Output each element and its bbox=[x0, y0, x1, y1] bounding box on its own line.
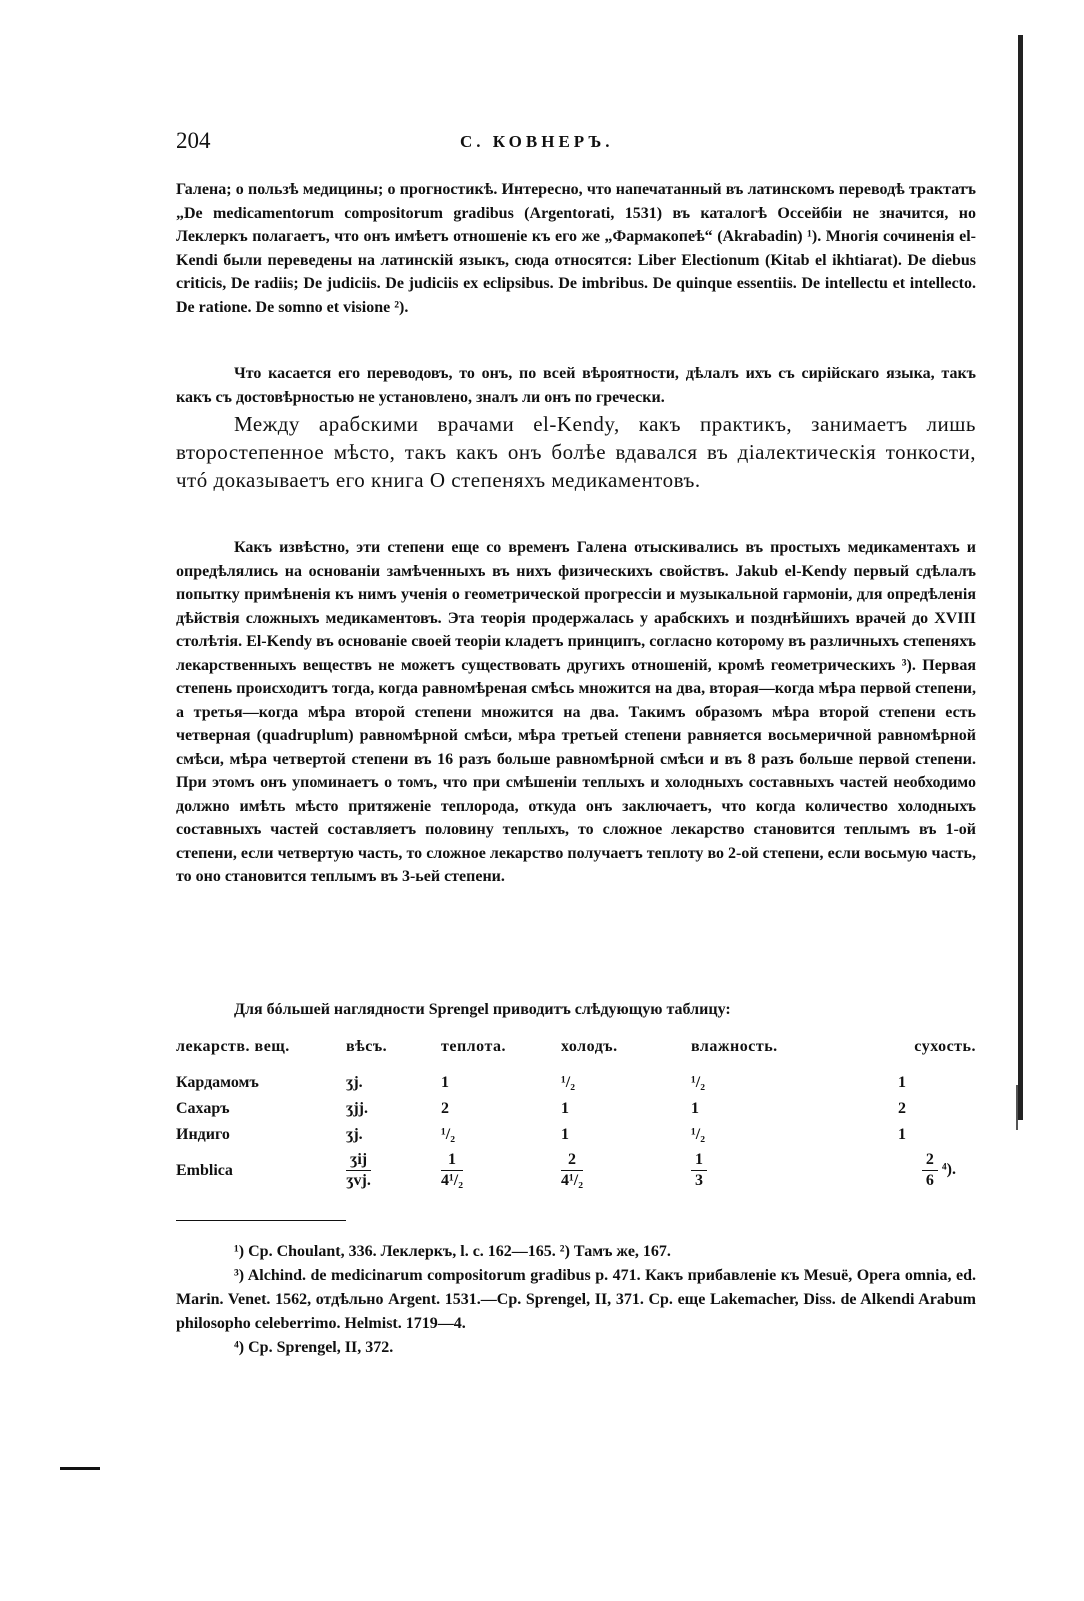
table-row bbox=[176, 1122, 976, 1148]
weight-bottom: ʒvj. bbox=[346, 1172, 371, 1189]
paragraph-4 bbox=[176, 536, 976, 889]
fraction-numerator: 2 bbox=[922, 1150, 938, 1171]
table-cell: Кардамомъ bbox=[176, 1074, 259, 1091]
table-row bbox=[176, 1070, 976, 1096]
table-cell: ¹/₂ bbox=[561, 1074, 576, 1091]
margin-mark bbox=[60, 1467, 100, 1470]
paragraph-4-text: Какъ извѣстно, эти степени еще со временъ Галена отыскивались въ простыхъ медикаментахъ и опредѣлялись на основаніи замѣченныхъ въ нихъ физическихъ свойствъ. Jakub el-Kendy первый сдѣлалъ попытку примѣненія къ нимъ ученія о геометрической прогрессіи и музыкальной гармоніи, для опредѣленія дѣйствія сложныхъ медикаментовъ. Эта теорія продержалась у арабскихъ и позднѣйшихъ врачей до XVIII столѣтія. El-Kendy въ основаніе своей теоріи кладетъ принципъ, согласно которому въ различныхъ степеняхъ лекарственныхъ веществъ не можетъ существовать другихъ отношеній, кромѣ геометрическихъ ³). Первая степень происходитъ тогда, когда равномѣреная смѣсь множится на два, вторая—когда мѣра первой степени, а третья—когда мѣра второй степени множится на два. Такимъ образомъ мѣра второй степени есть четверная (quadruplum) равномѣрной смѣси, мѣра третьей степени равняется восьмеричной равномѣрной смѣси, мѣра четвертой степени въ 16 разъ больше равномѣрной смѣси и въ 8 разъ больше первой степени. При этомъ онъ упоминаетъ о томъ, что при смѣшеніи теплыхъ и холодныхъ составныхъ частей необходимо должно имѣть мѣсто притяженіе теплорода, откуда онъ заключаетъ, что когда количество холодныхъ составныхъ частей составляетъ половину теплыхъ, то сложное лекарство становится теплымъ въ 1-ой степени, если четвертую часть, то сложное лекарство получаетъ теплоту во 2-ой степени, если восьмую часть, то оно становится теплымъ въ 3-ьей степени. bbox=[176, 539, 976, 885]
table-cell: 1 bbox=[691, 1100, 699, 1117]
table-cell: 1 bbox=[898, 1074, 906, 1091]
table-cell: 1 bbox=[441, 1074, 449, 1091]
fraction-denominator: 3 bbox=[695, 1172, 703, 1189]
page-edge-line-lower bbox=[1016, 1085, 1018, 1130]
page-header bbox=[176, 128, 976, 158]
paragraph-3-text: Между арабскими врачами el-Kendy, какъ практикъ, занимаетъ лишь второстепенное мѣсто, такъ какъ онъ болѣе вдавался въ діалектическія тонкости, чтó доказываетъ его книга О степеняхъ медикаментовъ. bbox=[176, 412, 976, 492]
paragraph-1-text: Галена; о пользѣ медицины; о прогностикѣ. Интересно, что напечатанный въ латинскомъ переводѣ трактатъ „De medicamentorum compositorum gradibus (Argentorati, 1531) въ каталогѣ Оссейбіи не значится, но Леклеркъ полагаетъ, что онъ имѣетъ отношеніе къ его же „Фармакопеѣ“ (Akrabadin) ¹). Многія сочиненія el-Kendi были переведены на латинскій языкъ, сюда относятся: Liber Electionum (Kitab el ikhtiarat). De diebus criticis, De radiis; De judiciis. De judiciis ex eclipsibus. De imbribus. De quinque essentiis. De intellectu et intellecto. De ratione. De somno et visione ²). bbox=[176, 181, 976, 316]
fraction-numerator: 1 bbox=[441, 1150, 463, 1171]
table-cell: ¹/₂ bbox=[441, 1126, 456, 1143]
fraction bbox=[922, 1150, 938, 1191]
degrees-table bbox=[176, 1038, 976, 1193]
footnote-rule bbox=[176, 1220, 346, 1221]
paragraph-2 bbox=[176, 362, 976, 409]
fraction-denominator: 6 bbox=[925, 1172, 934, 1189]
weight-top: ʒij bbox=[346, 1150, 371, 1171]
fraction-denominator: 4¹/₂ bbox=[561, 1172, 584, 1189]
table-cell: ¹/₂ bbox=[691, 1126, 706, 1143]
table-cell: Индиго bbox=[176, 1126, 230, 1143]
table-row bbox=[176, 1096, 976, 1122]
table-cell: 2 bbox=[898, 1100, 906, 1117]
weight-stack bbox=[346, 1150, 371, 1191]
paragraph-5-text: Для бóльшей наглядности Sprengel приводитъ слѣдующую таблицу: bbox=[234, 1001, 731, 1018]
table-cell: Emblica bbox=[176, 1161, 233, 1179]
page-edge-line bbox=[1018, 35, 1023, 1120]
table-cell: 1 bbox=[898, 1126, 906, 1143]
table-cell-heat bbox=[441, 1148, 561, 1193]
table-header-cell: теплота. bbox=[441, 1038, 506, 1055]
table-cell: ʒj. bbox=[346, 1074, 363, 1091]
fraction bbox=[561, 1150, 583, 1191]
footnote-1: ¹) Ср. Choulant, 336. Леклеркъ, l. c. 162—165. ²) Тамъ же, 167. bbox=[234, 1243, 671, 1260]
table-cell: ʒj. bbox=[346, 1126, 363, 1143]
paragraph-3 bbox=[176, 410, 976, 494]
table-cell-weight bbox=[346, 1148, 441, 1193]
table-cell: 1 bbox=[561, 1100, 569, 1117]
fraction-denominator: 4¹/₂ bbox=[441, 1172, 464, 1189]
table-header-cell: влажность. bbox=[691, 1038, 778, 1055]
table-cell-dry bbox=[841, 1148, 976, 1193]
footnote-3: ³) Alchind. de medicinarum compositorum gradibus p. 471. Какъ прибавленіе къ Mesuë, Opera omnia, ed. Marin. Venet. 1562, отдѣльно Argent. 1531.—Ср. Sprengel, II, 371. Ср. еще Lakemacher, Diss. de Alkendi Arabum philosopho celeberrimo. Helmist. 1719—4. bbox=[176, 1267, 976, 1332]
table-cell: ¹/₂ bbox=[691, 1074, 706, 1091]
table-row-emblica bbox=[176, 1148, 976, 1193]
footnotes bbox=[176, 1240, 976, 1360]
fraction bbox=[691, 1150, 707, 1191]
table-header-row bbox=[176, 1038, 976, 1070]
table-cell: 1 bbox=[561, 1126, 569, 1143]
table-header-cell: холодъ. bbox=[561, 1038, 618, 1055]
footnote-4: ⁴) Ср. Sprengel, II, 372. bbox=[234, 1339, 394, 1356]
table-cell: ʒjj. bbox=[346, 1100, 368, 1117]
running-head: С. КОВНЕРЪ. bbox=[460, 132, 614, 151]
table-cell-cold bbox=[561, 1148, 691, 1193]
table-header-cell: лекарств. вещ. bbox=[176, 1038, 290, 1055]
table-header-cell: сухость. bbox=[914, 1038, 976, 1055]
paragraph-2-text: Что касается его переводовъ, то онъ, по всей вѣроятности, дѣлалъ ихъ съ сирійскаго языка, такъ какъ съ достовѣрностью не установлено, зналъ ли онъ по гречески. bbox=[176, 365, 976, 406]
fraction-numerator: 2 bbox=[561, 1150, 583, 1171]
footnote-ref: ⁴). bbox=[941, 1161, 956, 1179]
fraction bbox=[441, 1150, 463, 1191]
fraction-numerator: 1 bbox=[691, 1150, 707, 1171]
table-cell: Сахаръ bbox=[176, 1100, 230, 1117]
page-number: 204 bbox=[176, 128, 211, 153]
table-cell-moist bbox=[691, 1148, 841, 1193]
table-cell: 2 bbox=[441, 1100, 449, 1117]
table-header-cell: вѣсъ. bbox=[346, 1038, 388, 1055]
paragraph-1 bbox=[176, 178, 976, 319]
paragraph-5 bbox=[176, 998, 976, 1022]
